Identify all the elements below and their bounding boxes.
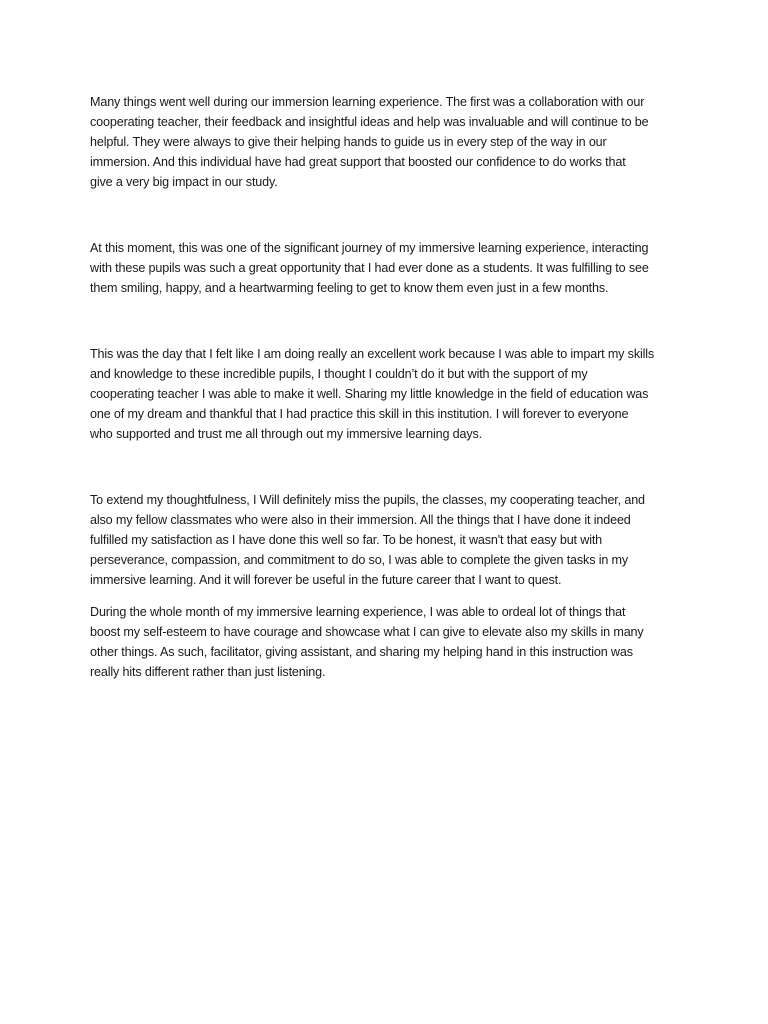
paragraph-line: boost my self-esteem to have courage and showcase what I can give to elevate also my skills in many	[90, 625, 644, 639]
paragraph-2	[90, 238, 682, 298]
paragraph-line: with these pupils was such a great opportunity that I had ever done as a students. It was fulfilling to see	[90, 261, 649, 275]
paragraph-line: Many things went well during our immersion learning experience. The first was a collaboration with our	[90, 95, 645, 109]
paragraph-line: one of my dream and thankful that I had practice this skill in this institution. I will forever to everyone	[90, 407, 629, 421]
paragraph-line: To extend my thoughtfulness, I Will definitely miss the pupils, the classes, my cooperating teacher, and	[90, 493, 645, 507]
paragraph-line: immersive learning. And it will forever be useful in the future career that I want to quest.	[90, 573, 562, 587]
paragraph-line: really hits different rather than just listening.	[90, 665, 326, 679]
paragraph-line: cooperating teacher I was able to make it well. Sharing my little knowledge in the field of education was	[90, 387, 649, 401]
paragraph-line: also my fellow classmates who were also in their immersion. All the things that I have done it indeed	[90, 513, 631, 527]
paragraph-line: perseverance, compassion, and commitment to do so, I was able to complete the given tasks in my	[90, 553, 629, 567]
paragraph-line: cooperating teacher, their feedback and insightful ideas and help was invaluable and will continue to be	[90, 115, 649, 129]
paragraph-4	[90, 490, 682, 590]
paragraph-5	[90, 602, 682, 682]
paragraph-line: At this moment, this was one of the significant journey of my immersive learning experience, interacting	[90, 241, 649, 255]
paragraph-line: and knowledge to these incredible pupils, I thought I couldn’t do it but with the support of my	[90, 367, 588, 381]
paragraph-1	[90, 92, 682, 192]
paragraph-line: who supported and trust me all through out my immersive learning days.	[90, 427, 482, 441]
paragraph-line: them smiling, happy, and a heartwarming feeling to get to know them even just in a few months.	[90, 281, 609, 295]
paragraph-line: This was the day that I felt like I am doing really an excellent work because I was able to impart my skills	[90, 347, 655, 361]
paragraph-line: fulfilled my satisfaction as I have done this well so far. To be honest, it wasn't that easy but with	[90, 533, 603, 547]
paragraph-line: immersion. And this individual have had great support that boosted our confidence to do works that	[90, 155, 626, 169]
paragraph-line: During the whole month of my immersive learning experience, I was able to ordeal lot of things that	[90, 605, 626, 619]
paragraph-line: give a very big impact in our study.	[90, 175, 278, 189]
paragraph-3	[90, 344, 682, 444]
paragraph-line: other things. As such, facilitator, giving assistant, and sharing my helping hand in this instruction was	[90, 645, 633, 659]
paragraph-line: helpful. They were always to give their helping hands to guide us in every step of the way in our	[90, 135, 607, 149]
